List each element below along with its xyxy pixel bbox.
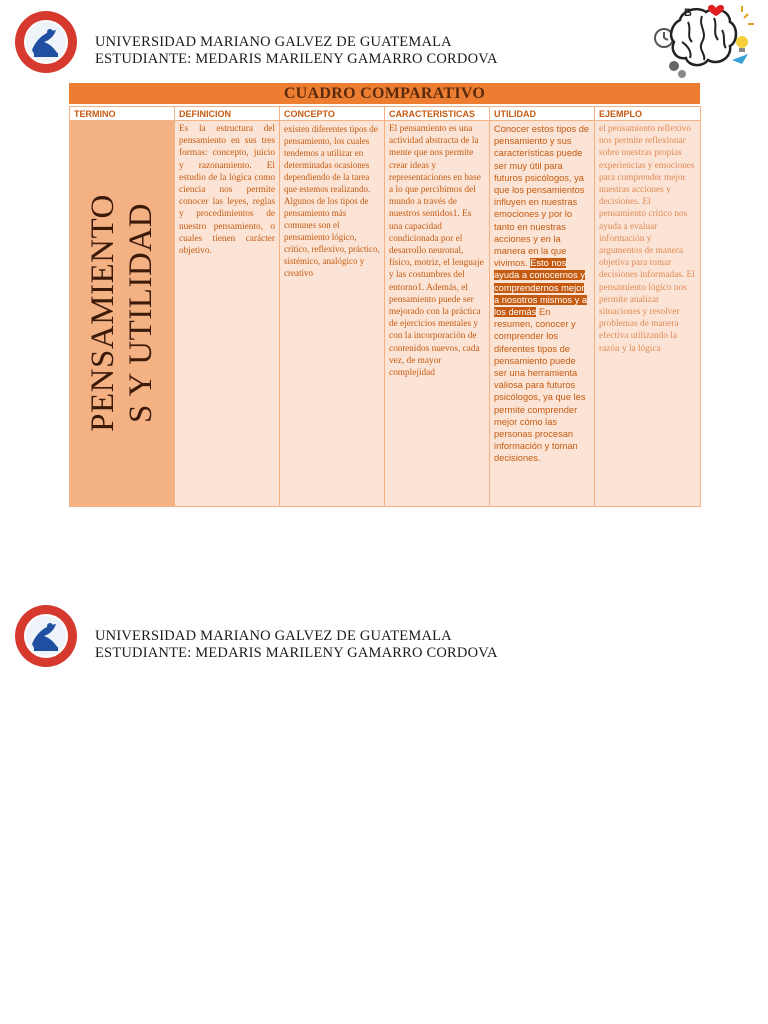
table-row <box>70 121 701 507</box>
caracteristicas-cell <box>385 121 490 507</box>
utilidad-cell <box>490 121 595 507</box>
header-text <box>95 34 498 68</box>
table-title: CUADRO COMPARATIVO <box>69 83 700 104</box>
brain-icon <box>652 2 756 82</box>
ejemplo-cell <box>595 121 701 507</box>
column-header-definicion: DEFINICION <box>175 107 280 121</box>
termino-wrapper <box>70 121 175 506</box>
page-2 <box>0 596 768 1024</box>
utilidad-highlight: Esto nos ayuda a conocernos y comprendernos mejor a nosotros mismos y a los demás <box>494 258 588 318</box>
utilidad-text-1: Conocer estos tipos de pensamiento y sus características puede ser muy útil para futuros psicólogos, ya que los pensamientos influyen en nuestras emociones y por lo tanto en nuestras acciones y en la manera en la que vivimos. <box>494 124 590 269</box>
student-name: ESTUDIANTE: MEDARIS MARILENY GAMARRO CORDOVA <box>95 51 498 67</box>
termino-text <box>84 183 160 443</box>
university-logo <box>14 604 78 668</box>
comparison-table <box>69 106 701 507</box>
table-header-row <box>70 107 701 121</box>
column-header-caracteristicas: CARACTERISTICAS <box>385 107 490 121</box>
termino-line-2: S Y UTILIDAD <box>123 203 159 423</box>
column-header-concepto: CONCEPTO <box>280 107 385 121</box>
caracteristicas-text: El pensamiento es una actividad abstracta de la mente que nos permite crear ideas y representaciones en base a lo que percibimos del mundo a través de nuestros sentidos1. Es una capacidad condicionada por el desarrollo neuronal, físico, motriz, el lenguaje y las costumbres del entorno1. Además, el pensamiento puede ser mejorado con la práctica de ejercicios mentales y con la incorporación de contenidos nuevos, cada vez, de mayor complejidad <box>389 124 484 379</box>
column-header-termino: TERMINO <box>70 107 175 121</box>
university-name: UNIVERSIDAD MARIANO GALVEZ DE GUATEMALA <box>95 34 452 50</box>
university-logo <box>14 10 78 74</box>
student-name: ESTUDIANTE: MEDARIS MARILENY GAMARRO CORDOVA <box>95 645 498 661</box>
university-name: UNIVERSIDAD MARIANO GALVEZ DE GUATEMALA <box>95 628 452 644</box>
ejemplo-text: el pensamiento reflexivo nos permite reflexionar sobre nuestras propias experiencias y emociones para comprender mejor nuestras acciones y decisiones. El pensamiento crítico nos ayuda a evaluar información y argumentos de manera objetiva para tomar decisiones informadas. El pensamiento lógico nos permite analizar situaciones y resolver problemas de manera efectiva utilizando la razón y la lógica <box>599 124 695 354</box>
header-text <box>95 628 498 662</box>
svg-text:B: B <box>684 7 692 19</box>
utilidad-text-2: En resumen, conocer y comprender los diferentes tipos de pensamiento puede ser una herramienta valiosa para futuros psicólogos, ya que les permite comprender mejor cómo las personas procesan información y toman decisiones. <box>494 307 586 464</box>
column-header-ejemplo: EJEMPLO <box>595 107 701 121</box>
termino-cell <box>70 121 175 507</box>
termino-line-1: PENSAMIENTO <box>85 194 121 432</box>
concepto-cell: existen diferentes tipos de pensamiento, los cuales tendemos a utilizar en determinadas ocasiones dependiendo de la tarea que estemos realizando. Algunos de los tipos de pensamiento más comunes son el pensamiento lógico, crítico, reflexivo, práctico, sistémico, analógico y creativo <box>280 121 385 507</box>
definicion-cell: Es la estructura del pensamiento en sus tres formas: concepto, juicio y razonamiento. El estudio de la lógica como ciencia nos permite conocer las leyes, reglas y procedimientos de nuestro pensamiento, o cuales tienen carácter objetivo. <box>175 121 280 507</box>
column-header-utilidad: UTILIDAD <box>490 107 595 121</box>
